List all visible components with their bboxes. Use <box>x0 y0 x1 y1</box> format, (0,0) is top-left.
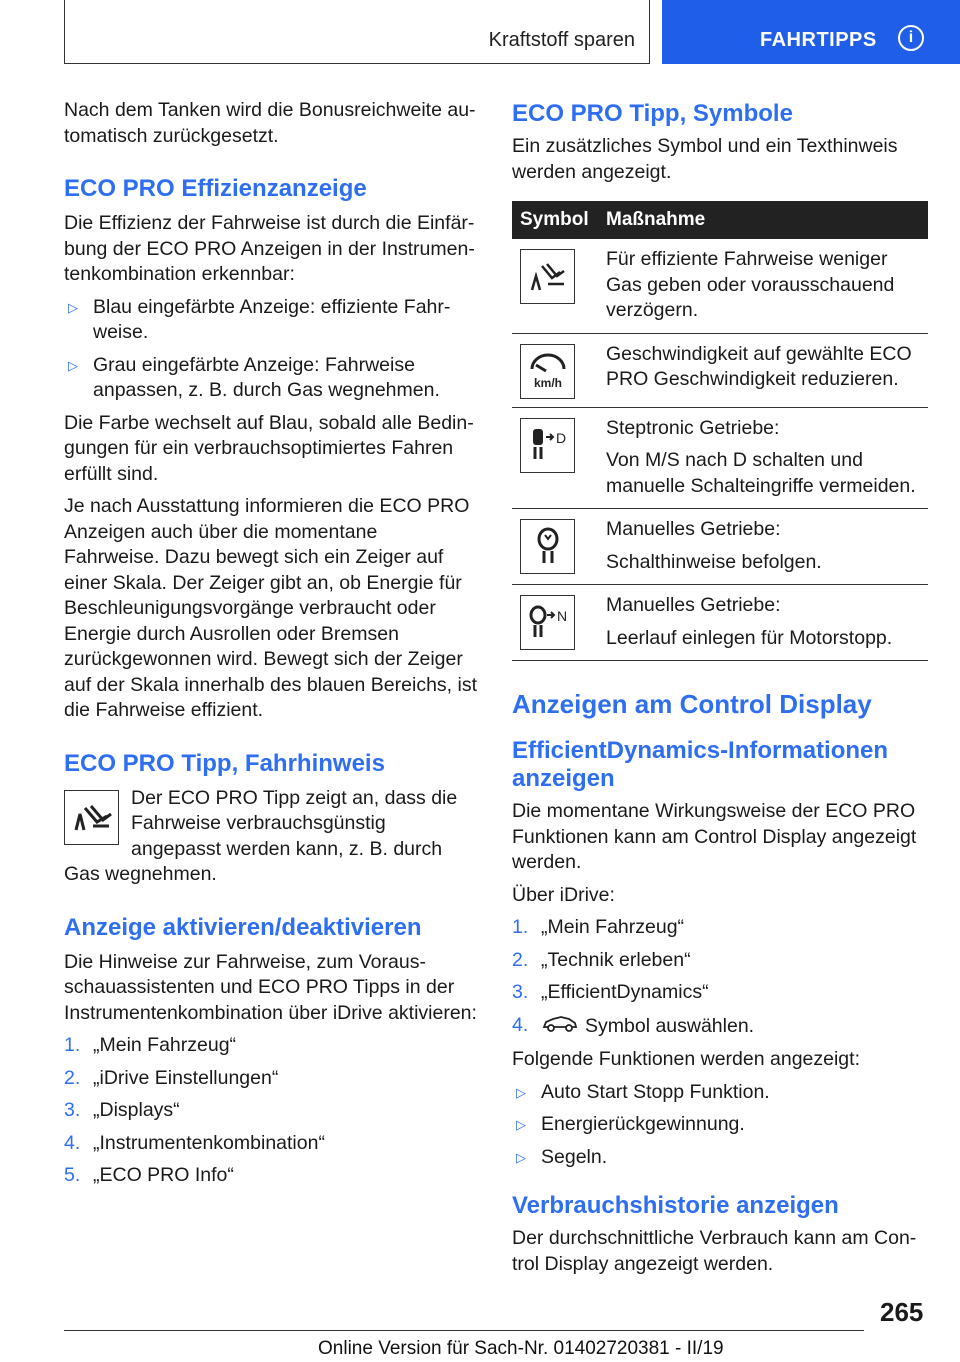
gear-n-label: N <box>556 607 567 624</box>
header-section-tab <box>64 0 650 64</box>
speedometer-icon <box>520 344 575 399</box>
table-row <box>512 239 928 333</box>
table-cell-text: Manuelles Getriebe: <box>606 518 781 540</box>
symbole-text: Ein zusätzliches Symbol und ein Texthinweis werden angezeigt. <box>512 135 898 183</box>
header-section-title: Kraftstoff sparen <box>488 29 635 51</box>
effizienz-text-3: Je nach Ausstattung informieren die ECO PRO Anzeigen auch über die momentane Fahrweise. Dazu bewegt sich ein Zeiger auf einer Skala. Der Zeiger gibt an, ob Energie für Beschleunigungsvorgänge verbraucht oder Energie durch Ausrollen oder Bremsen zurückgewonnen wird. Bewegt sich der Zeiger auf der Skala innerhalb des blauen Bereichs, ist die Fahrweise effizient. <box>64 495 478 721</box>
gear-knob-icon <box>520 519 575 574</box>
efficient-text: Die momentane Wirkungsweise der ECO PRO Funktionen kann am Control Display angezeigt werden. <box>512 800 917 873</box>
heading-fahrhinweis: ECO PRO Tipp, Fahrhinweis <box>64 749 385 777</box>
list-item: 5. „ECO PRO Info“ <box>64 1164 234 1186</box>
triangle-bullet-icon: ▷ <box>68 299 78 315</box>
speedometer-unit: km/h <box>533 376 562 390</box>
list-item: 2. „Technik erleben“ <box>512 948 691 971</box>
fahrhinweis-text: Der ECO PRO Tipp zeigt an, dass die Fahrweise verbrauchsgünstig angepasst werden kann, z. B. durch Gas wegnehmen. <box>64 786 458 885</box>
verbrauch-text: Der durchschnittliche Verbrauch kann am Control Display angezeigt werden. <box>512 1227 917 1275</box>
efficient-functions-list <box>512 1080 928 1171</box>
page-number: 265 <box>880 1297 924 1327</box>
list-item: 1. „Mein Fahrzeug“ <box>64 1034 237 1056</box>
triangle-bullet-icon: ▷ <box>516 1117 526 1132</box>
table-row <box>512 585 928 661</box>
heading-symbole: ECO PRO Tipp, Symbole <box>512 100 793 127</box>
symbol-table <box>512 201 928 661</box>
heading-control-display: Anzeigen am Control Display <box>512 689 872 719</box>
info-icon: i <box>898 25 924 51</box>
column-header-symbol: Symbol <box>512 201 598 239</box>
heading-aktivieren: Anzeige aktivieren/deaktivieren <box>64 913 422 941</box>
heading-efficientdynamics: EfficientDynamics-Informationen anzeigen <box>512 737 889 792</box>
right-column <box>512 100 928 1284</box>
table-cell-text: Leerlauf einlegen für Motorstopp. <box>606 626 893 649</box>
table-cell-text: Geschwindigkeit auf gewählte ECO PRO Geschwindigkeit reduzieren. <box>606 342 912 390</box>
table-cell-text: Manuelles Getriebe: <box>606 594 781 616</box>
efficient-via: Über iDrive: <box>512 883 615 906</box>
list-item: 3. „Displays“ <box>64 1099 180 1121</box>
car-icon <box>541 1013 579 1041</box>
triangle-bullet-icon: ▷ <box>516 1149 526 1165</box>
aktivieren-steps <box>64 1033 478 1189</box>
left-column <box>64 98 478 1196</box>
table-header-row <box>512 201 928 239</box>
effizienz-text: Die Effizienz der Fahrweise ist durch die Einfärbung der ECO PRO Anzeigen in der Instrumentenkombination erkennbar: <box>64 212 475 285</box>
fahrhinweis-block <box>64 786 478 888</box>
list-item: ▷ Grau eingefärbte Anzeige: Fahrweise anpassen, z. B. durch Gas wegnehmen. <box>68 353 440 401</box>
table-row <box>512 333 928 407</box>
triangle-bullet-icon: ▷ <box>68 357 78 373</box>
efficient-following: Folgende Funktionen werden angezeigt: <box>512 1048 860 1070</box>
table-cell-text: Schalthinweise befolgen. <box>606 550 822 573</box>
list-item: ▷ Blau eingefärbte Anzeige: effiziente Fahrweise. <box>68 295 451 343</box>
aktivieren-text: Die Hinweise zur Fahrweise, zum Vorausschauassistenten und ECO PRO Tipps in der Instrumentenkombination über iDrive aktivieren: <box>64 950 477 1024</box>
heading-effizienzanzeige: ECO PRO Effizienzanzeige <box>64 175 367 202</box>
header-chapter-title: FAHRTIPPS <box>760 29 877 51</box>
foot-pedal-icon <box>520 249 575 304</box>
header-chapter-tab <box>662 0 960 64</box>
intro-paragraph: Nach dem Tanken wird die Bonusreichweite automatisch zurückgesetzt. <box>64 99 476 147</box>
table-row <box>512 407 928 509</box>
heading-verbrauchshistorie: Verbrauchshistorie anzeigen <box>512 1192 839 1219</box>
gear-lever-d-icon <box>520 418 575 473</box>
efficient-steps <box>512 915 928 1040</box>
column-header-massnahme: Maßnahme <box>598 201 928 239</box>
list-item: 1. „Mein Fahrzeug“ <box>512 916 685 938</box>
gear-knob-n-icon <box>520 595 575 650</box>
table-cell-text: Steptronic Getriebe: <box>606 416 780 439</box>
table-cell-text: Von M/S nach D schalten und manuelle Schalteingriffe vermeiden. <box>606 449 916 497</box>
table-row <box>512 509 928 585</box>
list-item: 3. „EfficientDynamics“ <box>512 981 709 1003</box>
list-item: ▷ Auto Start Stopp Funktion. <box>512 1080 928 1106</box>
footer-online-version: Online Version für Sach-Nr. 01402720381 - II/19 <box>318 1338 724 1359</box>
table-cell-text: Für effiziente Fahrweise weniger Gas geben oder vorausschauend verzögern. <box>606 248 895 321</box>
eco-pro-tip-icon <box>64 790 119 845</box>
list-item: ▷ Energierückgewinnung. <box>512 1112 928 1138</box>
list-item: 4. Symbol auswählen. <box>512 1013 928 1041</box>
effizienz-list <box>64 295 478 404</box>
list-item: 4. „Instrumentenkombination“ <box>64 1131 325 1154</box>
footer-divider <box>64 1330 864 1331</box>
effizienz-text-2: Die Farbe wechselt auf Blau, sobald alle Bedingungen für ein verbrauchsoptimiertes Fahren erfüllt sind. <box>64 411 474 485</box>
triangle-bullet-icon: ▷ <box>516 1084 526 1100</box>
gear-d-label: D <box>555 430 566 446</box>
list-item: ▷ Segeln. <box>512 1145 928 1171</box>
list-item: 2. „iDrive Einstellungen“ <box>64 1066 279 1089</box>
